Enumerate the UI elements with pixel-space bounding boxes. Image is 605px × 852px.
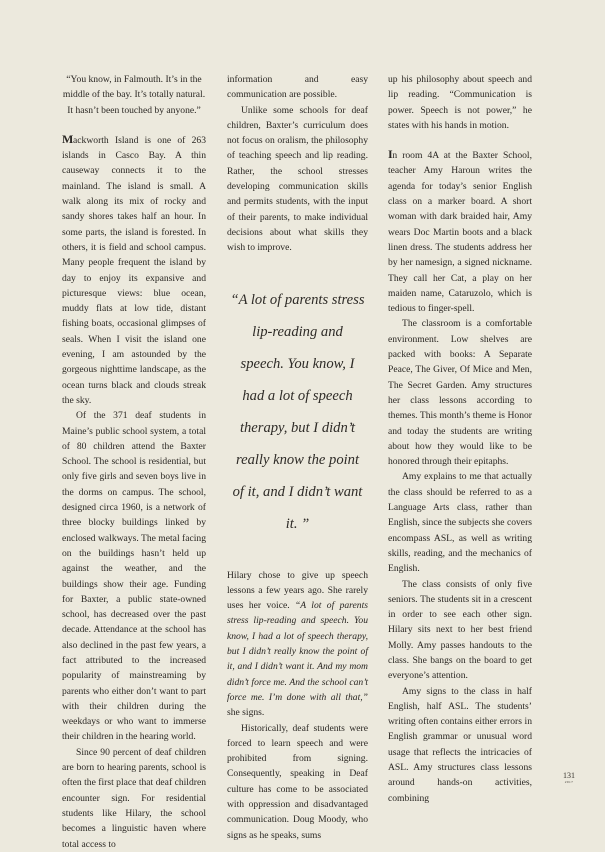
paragraph: information and easy communication are possible. bbox=[227, 74, 368, 101]
paragraph bbox=[227, 568, 368, 721]
paragraph: Unlike some schools for deaf children, Baxter’s curriculum does not focus on oralism, the philosophy of teaching speech and lip reading. Rather, the school stresses developing communication skills and permits students, with the input of their parents, to make individual decisions about what skills they wish to improve. bbox=[227, 104, 368, 254]
paragraph-text: ackworth Island is one of 263 islands in Casco Bay. A thin causeway connects it to the mainland. The island is small. A walk along its mix of rocky and sandy shores takes half an hour. In some parts, the island is forested. In others, it is field and school campus. Many people frequent the island by day to enjoy its expansive and picturesque views: blue ocean, muddy flats at low tide, distant fishing boats, occasional glimpses of seals. When I visit the island one evening, I am astounded by the gorgeous nighttime landscape, as the ocean turns black and clouds streak the sky. bbox=[62, 134, 206, 406]
paragraph: up his philosophy about speech and lip reading. “Communication is power. Speech is not power,” he states with his hands in motion. bbox=[388, 74, 532, 131]
paragraph bbox=[62, 132, 206, 408]
paragraph: Historically, deaf students were forced to learn speech and were prohibited from signing. Consequently, speaking in Deaf culture has come to be associated with oppression and disadvantaged communication. Doug Moody, who signs as he speaks, sums bbox=[227, 722, 368, 841]
paragraph-text: Hilary chose to give up speech lessons a few years ago. She rarely uses her voice. bbox=[227, 569, 368, 612]
paragraph: “You know, in Falmouth. It’s in the middle of the bay. It’s totally natural. It hasn’t been touched by anyone.” bbox=[62, 74, 206, 116]
paragraph-text: she signs. bbox=[227, 707, 265, 719]
page-number bbox=[563, 772, 575, 785]
page-number-value: 131 bbox=[563, 771, 575, 780]
paragraph-text: n room 4A at the Baxter School, teacher Amy Haroun writes the agenda for today’s senior English class on a marker board. A short woman with dark braided hair, Amy wears Doc Martin boots and a black linen dress. The students address her by her namesign, a signed nickname. They call her Cat, a play on her maiden name, Cataruzolo, which is tedious to finger-spell. bbox=[388, 150, 532, 315]
paragraph: Amy signs to the class in half English, half ASL. The students’ writing often contains either errors in English grammar or unusual word usage that reflects the intricacies of ASL. Amy structures class lessons around hands-on activities, combining bbox=[388, 685, 532, 804]
text-column-right bbox=[388, 72, 532, 806]
paragraph: Amy explains to me that actually the class should be referred to as a Language Arts class, rather than English, since the subjects she covers encompass ASL, as well as writing skills, reading, and the mechanics of English. bbox=[388, 471, 532, 575]
paragraph: The classroom is a comfortable environment. Low shelves are packed with books: A Separate Peace, The Giver, Of Mice and Men, The Secret Garden. Amy structures her class lessons according to themes. This month’s theme is Honor and today the students are writing about how they would like to be honored through their epitaphs. bbox=[388, 318, 532, 468]
inline-quote: “A lot of parents stress lip-reading and speech. You know, I had a lot of speech therapy, but I didn’t really know the point of it, and I didn’t want it. And my mom didn’t force me. And the school can’t force me. I’m done with all that,” bbox=[227, 600, 368, 703]
text-column-left bbox=[62, 72, 206, 852]
pull-quote: “A lot of parents stress lip-reading and speech. You know, I had a lot of speech therapy, but I didn’t really know the point of it, and I didn’t want it. ” bbox=[230, 291, 365, 532]
paragraph: The class consists of only five seniors. The students sit in a crescent in order to see each other sign. Hilary sits next to her best friend Molly. Amy passes handouts to the class. She bangs on the board to get everyone’s attention. bbox=[388, 578, 532, 682]
page-number-subtext: 2017 bbox=[564, 780, 574, 784]
drop-cap: M bbox=[62, 131, 74, 146]
drop-cap: I bbox=[388, 147, 393, 162]
paragraph bbox=[388, 147, 532, 316]
paragraph: Since 90 percent of deaf children are born to hearing parents, school is often the first place that deaf children encounter sign. For residential students like Hilary, the school becomes a linguistic haven where total access to bbox=[62, 746, 206, 850]
text-column-middle bbox=[227, 72, 368, 843]
paragraph: Of the 371 deaf students in Maine’s public school system, a total of 80 children attend the Baxter School. The school is residential, but only five girls and seven boys live in the dorms on campus. The school, designed circa 1960, is a network of three blocky buildings linked by enclosed walkways. The metal facing on the buildings hasn’t held up against the weather, and the buildings show their age. Funding for Baxter, a public state-owned school, has decreased over the past decade. Attendance at the school has also declined in the past few years, a fact attributed to the increased popularity of mainstreaming by parents who either don’t want to part with their children during the weekdays or who want to immerse their children in the hearing world. bbox=[62, 410, 206, 743]
